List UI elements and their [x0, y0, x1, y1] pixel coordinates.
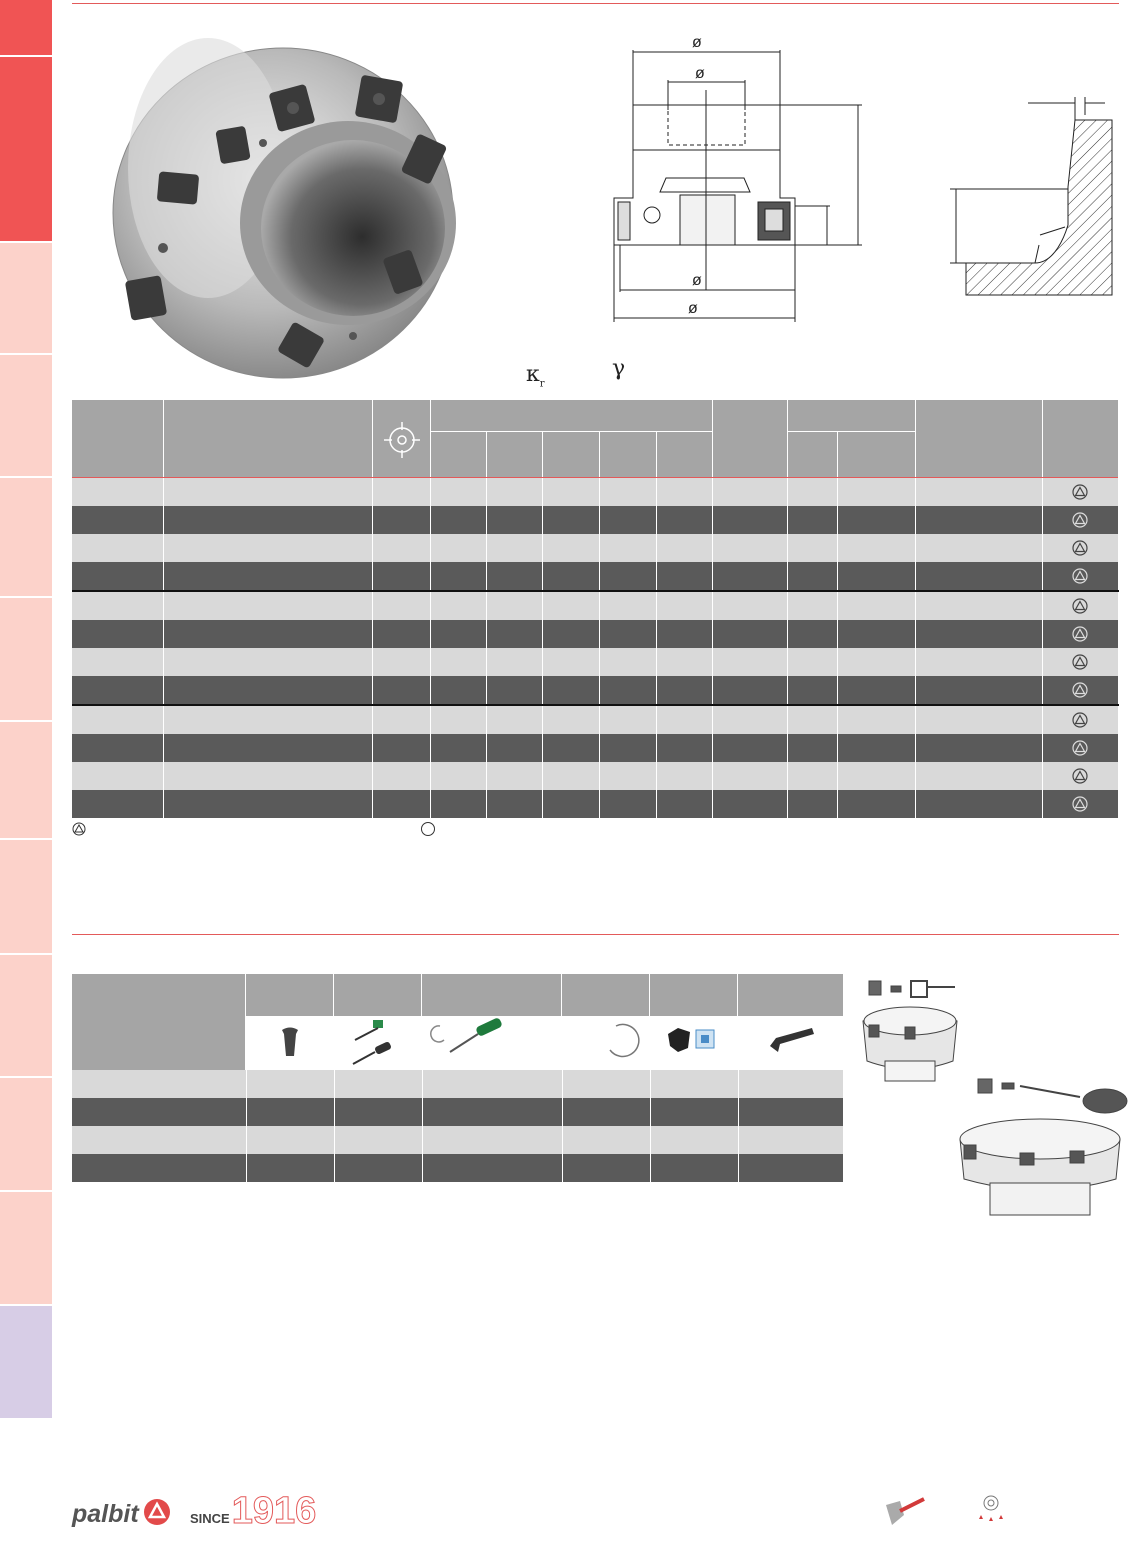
- table-cell: [72, 734, 163, 762]
- table-cell: [712, 648, 787, 676]
- side-tab-11[interactable]: [0, 1192, 52, 1306]
- table-cell: [72, 1154, 246, 1182]
- shim-icon: [664, 1024, 724, 1063]
- table-cell: [656, 591, 712, 620]
- table-cell: [837, 620, 915, 648]
- table-cell: [650, 1098, 738, 1126]
- spare-parts-table: [72, 1070, 844, 1182]
- table-cell: [372, 478, 430, 506]
- table-cell: [650, 1070, 738, 1098]
- table-cell: [599, 506, 656, 534]
- side-tab-7[interactable]: [0, 722, 52, 840]
- table-cell: [163, 534, 372, 562]
- side-tab-12[interactable]: [0, 1306, 52, 1420]
- side-tab-3[interactable]: [0, 243, 52, 355]
- palbit-stock-cell: [1042, 620, 1118, 648]
- table-cell: [915, 734, 1042, 762]
- torx-key-icon: [766, 1026, 826, 1061]
- table-cell: [430, 591, 486, 620]
- side-tab-5[interactable]: [0, 478, 52, 598]
- table-cell: [656, 648, 712, 676]
- gamma-symbol: γ: [612, 356, 626, 381]
- table-cell: [163, 790, 372, 818]
- brand-name: palbit: [72, 1499, 139, 1528]
- spare-parts-row: [72, 1154, 843, 1182]
- table-row: [72, 591, 1118, 620]
- table-cell: [163, 705, 372, 734]
- table-cell: [486, 534, 542, 562]
- table-cell: [915, 506, 1042, 534]
- table-cell: [915, 762, 1042, 790]
- table-cell: [650, 1126, 738, 1154]
- table-cell: [372, 534, 430, 562]
- table-cell: [163, 676, 372, 705]
- table-cell: [656, 478, 712, 506]
- table-cell: [915, 620, 1042, 648]
- table-cell: [542, 734, 599, 762]
- palbit-stock-cell: [1042, 648, 1118, 676]
- table-cell: [915, 648, 1042, 676]
- table-cell: [430, 734, 486, 762]
- table-cell: [163, 620, 372, 648]
- table-cell: [599, 562, 656, 591]
- table-cell: [422, 1154, 562, 1182]
- table-cell: [837, 591, 915, 620]
- coolant-footer-icon: [975, 1495, 1007, 1528]
- side-tab-6[interactable]: [0, 598, 52, 722]
- table-cell: [430, 648, 486, 676]
- table-cell: [372, 648, 430, 676]
- table-cell: [712, 591, 787, 620]
- table-cell: [72, 1126, 246, 1154]
- table-cell: [372, 562, 430, 591]
- table-cell: [334, 1126, 422, 1154]
- table-cell: [599, 762, 656, 790]
- table-cell: [72, 1070, 246, 1098]
- palbit-stock-cell: [1042, 762, 1118, 790]
- table-cell: [656, 620, 712, 648]
- table-cell: [422, 1126, 562, 1154]
- table-cell: [163, 506, 372, 534]
- spare-parts-row: [72, 1126, 843, 1154]
- table-cell: [486, 620, 542, 648]
- table-cell: [712, 562, 787, 591]
- table-cell: [562, 1154, 650, 1182]
- table-cell: [712, 790, 787, 818]
- table-cell: [712, 506, 787, 534]
- table-cell: [72, 478, 163, 506]
- table-cell: [599, 648, 656, 676]
- palbit-stock-icon: [1072, 654, 1088, 670]
- palbit-logo-icon: [143, 1498, 171, 1531]
- assembly-illustration-large: [950, 1075, 1128, 1225]
- milling-cutter-photo: [88, 18, 468, 388]
- since-year: 1916: [231, 1490, 317, 1532]
- table-cell: [486, 790, 542, 818]
- palbit-stock-icon: [1072, 512, 1088, 528]
- palbit-stock-icon: [1072, 768, 1088, 784]
- table-cell: [599, 591, 656, 620]
- table-cell: [542, 676, 599, 705]
- table-cell: [430, 790, 486, 818]
- table-cell: [738, 1154, 843, 1182]
- table-cell: [72, 648, 163, 676]
- table-cell: [599, 705, 656, 734]
- palbit-stock-icon: [1072, 626, 1088, 642]
- table-cell: [542, 762, 599, 790]
- table-cell: [486, 734, 542, 762]
- table-cell: [837, 562, 915, 591]
- part-icons-row: [246, 1016, 843, 1070]
- table-row: [72, 790, 1118, 818]
- palbit-stock-cell: [1042, 705, 1118, 734]
- table-cell: [599, 478, 656, 506]
- table-row: [72, 620, 1118, 648]
- table-cell: [486, 506, 542, 534]
- section-divider: [72, 934, 1119, 935]
- clamp-ring-icon: [602, 1020, 642, 1071]
- palbit-stock-icon: [1072, 796, 1088, 812]
- since-badge: [190, 1490, 317, 1532]
- table-cell: [542, 506, 599, 534]
- table-cell: [837, 506, 915, 534]
- kappa-r-symbol: [526, 362, 545, 389]
- table-row: [72, 734, 1118, 762]
- table-cell: [542, 478, 599, 506]
- table-cell: [163, 591, 372, 620]
- palbit-stock-cell: [1042, 591, 1118, 620]
- table-cell: [372, 734, 430, 762]
- target-icon: [382, 420, 422, 465]
- table-cell: [738, 1126, 843, 1154]
- table-cell: [712, 762, 787, 790]
- table-cell: [72, 790, 163, 818]
- table-row: [72, 506, 1118, 534]
- table-cell: [430, 478, 486, 506]
- diameter-symbol-3: ø: [692, 272, 702, 289]
- table-cell: [163, 648, 372, 676]
- table-cell: [430, 534, 486, 562]
- table-cell: [787, 676, 837, 705]
- table-row: [72, 705, 1118, 734]
- table-cell: [837, 648, 915, 676]
- table-row: [72, 478, 1118, 506]
- since-label: SINCE: [190, 1511, 230, 1526]
- cutter-dimension-drawing: [600, 30, 880, 330]
- table-cell: [430, 506, 486, 534]
- table-cell: [72, 705, 163, 734]
- table-cell: [334, 1154, 422, 1182]
- diameter-symbol-1: ø: [692, 34, 702, 51]
- table-cell: [656, 705, 712, 734]
- palbit-logo: [72, 1497, 171, 1531]
- table-cell: [372, 620, 430, 648]
- table-cell: [562, 1126, 650, 1154]
- palbit-stock-cell: [1042, 562, 1118, 591]
- palbit-stock-icon: [1072, 540, 1088, 556]
- table-cell: [787, 734, 837, 762]
- table-cell: [650, 1154, 738, 1182]
- table-cell: [542, 562, 599, 591]
- table-cell: [599, 734, 656, 762]
- table-cell: [656, 534, 712, 562]
- table-row: [72, 534, 1118, 562]
- table-cell: [599, 534, 656, 562]
- table-cell: [72, 534, 163, 562]
- table-cell: [712, 734, 787, 762]
- side-tab-9[interactable]: [0, 955, 52, 1078]
- table-row: [72, 762, 1118, 790]
- table-cell: [787, 648, 837, 676]
- tool-footer-icon: [880, 1495, 930, 1536]
- table-cell: [787, 562, 837, 591]
- table-cell: [599, 676, 656, 705]
- table-cell: [656, 562, 712, 591]
- table-cell: [738, 1098, 843, 1126]
- main-table-header: [72, 400, 1118, 477]
- side-tab-4[interactable]: [0, 355, 52, 478]
- palbit-stock-cell: [1042, 478, 1118, 506]
- table-cell: [837, 478, 915, 506]
- table-cell: [915, 790, 1042, 818]
- spare-parts-row: [72, 1070, 843, 1098]
- table-cell: [656, 762, 712, 790]
- table-cell: [787, 534, 837, 562]
- table-cell: [656, 676, 712, 705]
- table-cell: [915, 676, 1042, 705]
- kappa-subscript: r: [539, 378, 545, 390]
- table-cell: [915, 591, 1042, 620]
- table-row: [72, 676, 1118, 705]
- table-cell: [372, 705, 430, 734]
- table-cell: [542, 705, 599, 734]
- palbit-stock-cell: [1042, 790, 1118, 818]
- table-cell: [486, 676, 542, 705]
- table-cell: [837, 734, 915, 762]
- table-cell: [163, 734, 372, 762]
- table-cell: [486, 648, 542, 676]
- palbit-stock-icon: [1072, 712, 1088, 728]
- table-cell: [334, 1098, 422, 1126]
- table-cell: [712, 620, 787, 648]
- table-cell: [712, 478, 787, 506]
- table-cell: [430, 620, 486, 648]
- table-cell: [430, 676, 486, 705]
- palbit-stock-icon: [1072, 568, 1088, 584]
- palbit-stock-icon: [1072, 740, 1088, 756]
- spare-parts-header: [72, 974, 843, 1070]
- screw-icon: [276, 1026, 304, 1063]
- table-cell: [837, 705, 915, 734]
- spare-parts-row: [72, 1098, 843, 1126]
- palbit-stock-cell: [1042, 534, 1118, 562]
- table-cell: [486, 562, 542, 591]
- table-cell: [372, 676, 430, 705]
- side-tab-10[interactable]: [0, 1078, 52, 1192]
- table-cell: [787, 478, 837, 506]
- table-cell: [656, 790, 712, 818]
- side-tab-1[interactable]: [0, 0, 52, 57]
- table-cell: [656, 506, 712, 534]
- table-cell: [915, 534, 1042, 562]
- table-cell: [246, 1070, 334, 1098]
- table-cell: [246, 1098, 334, 1126]
- table-cell: [486, 478, 542, 506]
- table-cell: [787, 620, 837, 648]
- table-cell: [72, 676, 163, 705]
- main-data-table: [72, 478, 1119, 818]
- table-cell: [837, 534, 915, 562]
- palbit-stock-cell: [1042, 676, 1118, 705]
- side-tab-2[interactable]: [0, 57, 52, 243]
- palbit-stock-cell: [1042, 506, 1118, 534]
- table-cell: [738, 1070, 843, 1098]
- table-cell: [372, 591, 430, 620]
- table-cell: [72, 591, 163, 620]
- table-cell: [486, 705, 542, 734]
- clamp-and-screwdriver-icon: [430, 1018, 510, 1073]
- table-cell: [599, 790, 656, 818]
- table-cell: [163, 562, 372, 591]
- table-cell: [787, 591, 837, 620]
- legend-empty-circle: [421, 822, 435, 836]
- diameter-symbol-4: ø: [688, 300, 698, 317]
- table-cell: [334, 1070, 422, 1098]
- table-cell: [599, 620, 656, 648]
- assembly-illustration-small: [855, 975, 965, 1085]
- table-cell: [372, 790, 430, 818]
- table-cell: [372, 762, 430, 790]
- table-cell: [712, 705, 787, 734]
- table-cell: [656, 734, 712, 762]
- table-cell: [430, 762, 486, 790]
- table-cell: [787, 705, 837, 734]
- palbit-stock-icon: [1072, 598, 1088, 614]
- insert-profile-drawing: [940, 95, 1120, 305]
- key-icons: [347, 1018, 397, 1073]
- table-cell: [72, 620, 163, 648]
- table-cell: [915, 478, 1042, 506]
- table-cell: [915, 705, 1042, 734]
- table-cell: [562, 1070, 650, 1098]
- table-cell: [430, 705, 486, 734]
- legend-palbit-icon: [72, 822, 86, 841]
- table-cell: [542, 534, 599, 562]
- table-cell: [542, 648, 599, 676]
- table-cell: [163, 762, 372, 790]
- table-cell: [787, 762, 837, 790]
- table-cell: [915, 562, 1042, 591]
- table-cell: [72, 1098, 246, 1126]
- table-cell: [837, 676, 915, 705]
- table-cell: [787, 506, 837, 534]
- table-cell: [422, 1098, 562, 1126]
- table-cell: [562, 1098, 650, 1126]
- table-cell: [837, 790, 915, 818]
- palbit-stock-icon: [1072, 484, 1088, 500]
- table-cell: [72, 562, 163, 591]
- table-cell: [422, 1070, 562, 1098]
- side-tab-8[interactable]: [0, 840, 52, 955]
- palbit-stock-cell: [1042, 734, 1118, 762]
- kappa-letter: κ: [526, 362, 540, 387]
- top-divider: [72, 3, 1119, 4]
- table-cell: [712, 676, 787, 705]
- table-cell: [542, 790, 599, 818]
- table-cell: [72, 762, 163, 790]
- table-cell: [542, 591, 599, 620]
- table-cell: [542, 620, 599, 648]
- table-cell: [837, 762, 915, 790]
- table-row: [72, 562, 1118, 591]
- table-cell: [246, 1126, 334, 1154]
- table-cell: [372, 506, 430, 534]
- table-cell: [72, 506, 163, 534]
- table-cell: [163, 478, 372, 506]
- palbit-stock-icon: [1072, 682, 1088, 698]
- table-cell: [486, 762, 542, 790]
- table-cell: [712, 534, 787, 562]
- table-cell: [246, 1154, 334, 1182]
- table-cell: [430, 562, 486, 591]
- table-cell: [486, 591, 542, 620]
- table-row: [72, 648, 1118, 676]
- diameter-symbol-2: ø: [695, 65, 705, 82]
- table-cell: [787, 790, 837, 818]
